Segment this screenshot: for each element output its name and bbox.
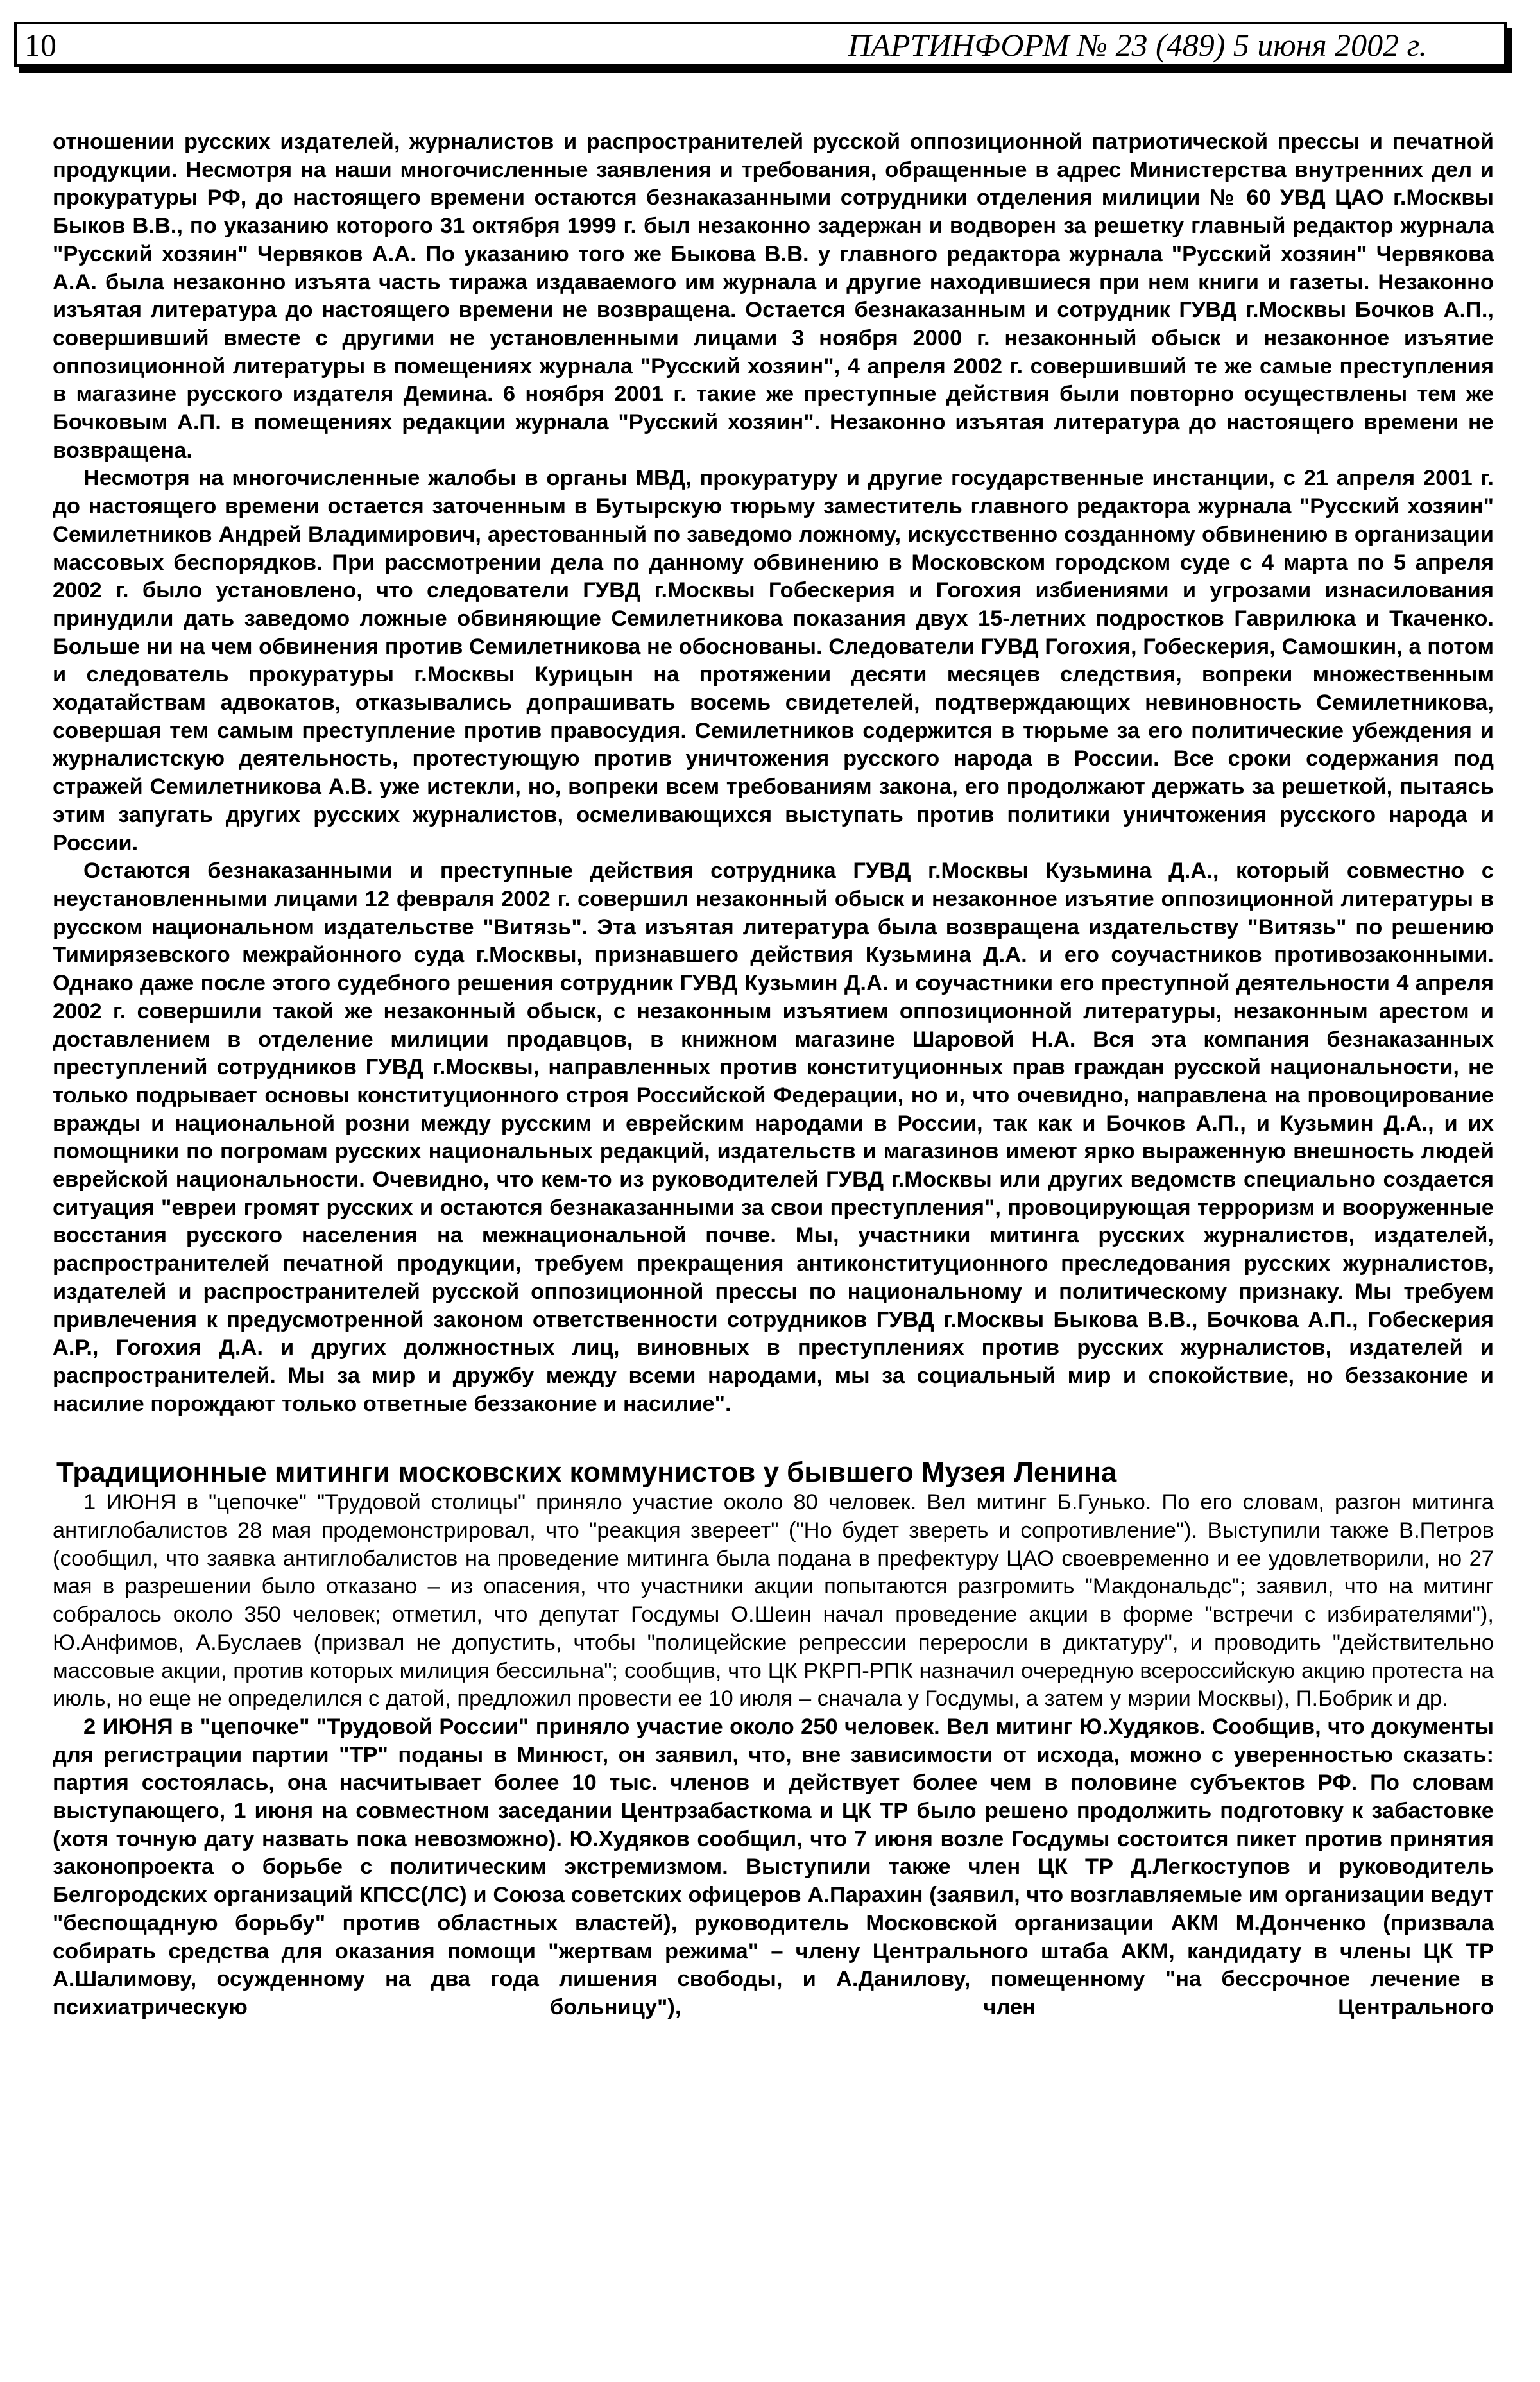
page-header (14, 22, 1507, 67)
paragraph: отношении русских издателей, журналистов и распространителей русской оппозиционной патриотической прессы и печатной продукции. Несмотря на наши многочисленные заявления и требования, обращенные в адрес Министерства внутренних дел и прокуратуры РФ, до настоящего времени остаются безнаказанными сотрудники отделения милиции № 60 УВД ЦАО г.Москвы Быков В.В., по указанию которого 31 октября 1999 г. был незаконно задержан и водворен за решетку главный редактор журнала "Русский хозяин" Червяков А.А. По указанию того же Быкова В.В. у главного редактора журнала "Русский хозяин" Червякова А.А. была незаконно изъята часть тиража издаваемого им журнала и другие находившиеся при нем книги и газеты. Незаконно изъятая литература до настоящего времени не возвращена. Остается безнаказанным и сотрудник ГУВД г.Москвы Бочков А.П., совершивший вместе с другими не установленными лицами 3 ноября 2000 г. незаконный обыск и незаконное изъятие оппозиционной литературы в помещениях журнала "Русский хозяин", 4 апреля 2002 г. совершивший те же самые преступления в магазине русского издателя Демина. 6 ноября 2001 г. такие же преступные действия были повторно осуществлены тем же Бочковым А.П. в помещениях редакции журнала "Русский хозяин". Незаконно изъятая литература до настоящего времени не возвращена. (53, 130, 1494, 463)
paragraph: 1 ИЮНЯ в "цепочке" "Трудовой столицы" приняло участие около 80 человек. Вел митинг Б.Гунько. По его словам, разгон митинга антиглобалистов 28 мая продемонстрировал, что "реакция звереет" ("Но будет звереть и сопротивление"). Выступили также В.Петров (сообщил, что заявка антиглобалистов на проведение митинга была подана в префектуру ЦАО своевременно и ее удовлетворили, но 27 мая в разрешении было отказано – из опасения, что участники акции попытаются разгромить "Макдональдс"; заявил, что на митинг собралось около 350 человек; отметил, что депутат Госдумы О.Шеин начал проведение акции в форме "встречи с избирателями"), Ю.Анфимов, А.Буслаев (призвал не допустить, чтобы "полицейские репрессии переросли в диктатуру", и проводить "действительно массовые акции, против которых милиция бессильна"; сообщив, что ЦК РКРП-РПК назначил очередную всероссийскую акцию протеста на июль, но еще не определился с датой, предложил провести ее 10 июля – сначала у Госдумы, а затем у мэрии Москвы), П.Бобрик и др. (53, 1490, 1494, 1711)
page-number: 10 (24, 27, 56, 63)
page-content (53, 128, 1494, 2022)
article-title: Традиционные митинги московских коммунистов у бывшего Музея Ленина (56, 1457, 1117, 1489)
issue-info: ПАРТИНФОРМ № 23 (489) 5 июня 2002 г. (848, 27, 1427, 63)
paragraph: Остаются безнаказанными и преступные действия сотрудника ГУВД г.Москвы Кузьмина Д.А., который совместно с неустановленными лицами 12 февраля 2002 г. совершил незаконный обыск и незаконное изъятие оппозиционной литературы в русском национальном издательстве "Витязь". Эта изъятая литература была возвращена издательству "Витязь" по решению Тимирязевского межрайонного суда г.Москвы, признавшего действия Кузьмина Д.А. и его соучастников противозаконными. Однако даже после этого судебного решения сотрудник ГУВД Кузьмин Д.А. и соучастники его преступной деятельности 4 апреля 2002 г. совершили такой же незаконный обыск, с незаконным изъятием оппозиционной литературы, незаконным арестом и доставлением в отделение милиции продавцов, в книжном магазине Шаровой Н.А. Вся эта компания безнаказанных преступлений сотрудников ГУВД г.Москвы, направленных против конституционных прав граждан русской национальности, не только подрывает основы конституционного строя Российской Федерации, но и, что очевидно, направлена на провоцирование вражды и национальной розни между русским и еврейским народами в России, так как и Бочков А.П., и Кузьмин Д.А., и их помощники по погромам русских национальных редакций, издательств и магазинов имеют ярко выраженную внешность людей еврейской национальности. Очевидно, что кем-то из руководителей ГУВД г.Москвы или других ведомств специально создается ситуация "евреи громят русских и остаются безнаказанными за свои преступления", провоцирующая терроризм и вооруженные восстания русского населения на межнациональной почве. Мы, участники митинга русских журналистов, издателей, распространителей печатной продукции, требуем прекращения антиконституционного преследования русских журналистов, издателей и распространителей русской оппозиционной прессы по национальному и политическому признаку. Мы требуем привлечения к предусмотренной законом ответственности сотрудников ГУВД г.Москвы Быкова В.В., Бочкова А.П., Гобескерия А.Р., Гогохия Д.А. и других должностных лиц, виновных в преступлениях против русских журналистов, издателей и распространителей. Мы за мир и дружбу между всеми народами, мы за социальный мир и спокойствие, но беззаконие и насилие порождают только ответные беззаконие и насилие". (53, 859, 1494, 1416)
article-continuation (53, 128, 1494, 1418)
paragraph: 2 ИЮНЯ в "цепочке" "Трудовой России" приняло участие около 250 человек. Вел митинг Ю.Худяков. Сообщив, что документы для регистрации партии "ТР" поданы в Минюст, он заявил, что, вне зависимости от исхода, можно с уверенностью сказать: партия состоялась, она насчитывает более 10 тыс. членов и действует более чем в половине субъектов РФ. По словам выступающего, 1 июня на совместном заседании Центрзабасткома и ЦК ТР было решено продолжить подготовку к забастовке (хотя точную дату назвать пока невозможно). Ю.Худяков сообщил, что 7 июня возле Госдумы состоится пикет против принятия законопроекта о борьбе с политическим экстремизмом. Выступили также член ЦК ТР Д.Легкоступов и руководитель Белгородских организаций КПСС(ЛС) и Союза советских офицеров А.Парахин (заявил, что возглавляемые им организации ведут "беспощадную борьбу" против областных властей), руководитель Московской организации АКМ М.Донченко (призвала собирать средства для оказания помощи "жертвам режима" – члену Центрального штаба АКМ, кандидату в члены ЦК ТР А.Шалимову, осужденному на два года лишения свободы, и А.Данилову, помещенному "на бессрочное лечение в психиатрическую больницу"), член Центрального (53, 1714, 1494, 2019)
article-rallies (53, 1457, 1494, 2021)
paragraph: Несмотря на многочисленные жалобы в органы МВД, прокуратуру и другие государственные инстанции, с 21 апреля 2001 г. до настоящего времени остается заточенным в Бутырскую тюрьму заместитель главного редактора журнала "Русский хозяин" Семилетников Андрей Владимирович, арестованный по заведомо ложному, искусственно созданному обвинению в организации массовых беспорядков. При рассмотрении дела по данному обвинению в Московском городском суде с 4 марта по 5 апреля 2002 г. было установлено, что следователи ГУВД г.Москвы Гобескерия и Гогохия избиениями и угрозами изнасилования принудили дать заведомо ложные обвиняющие Семилетникова показания двух 15-летних подростков Гаврилюка и Ткаченко. Больше ни на чем обвинения против Семилетникова не обоснованы. Следователи ГУВД Гогохия, Гобескерия, Самошкин, а потом и следователь прокуратуры г.Москвы Курицын на протяжении десяти месяцев следствия, вопреки множественным ходатайствам адвокатов, отказывались допрашивать восемь свидетелей, подтверждающих невиновность Семилетникова, совершая тем самым преступление против правосудия. Семилетников содержится в тюрьме за его политические убеждения и журналистскую деятельность, протестующую против уничтожения русского народа в России. Все сроки содержания под стражей Семилетникова А.В. уже истекли, но, вопреки всем требованиям закона, его продолжают держать за решеткой, пытаясь этим запугать других русских журналистов, осмеливающихся выступать против политики уничтожения русского народа и России. (53, 466, 1494, 855)
